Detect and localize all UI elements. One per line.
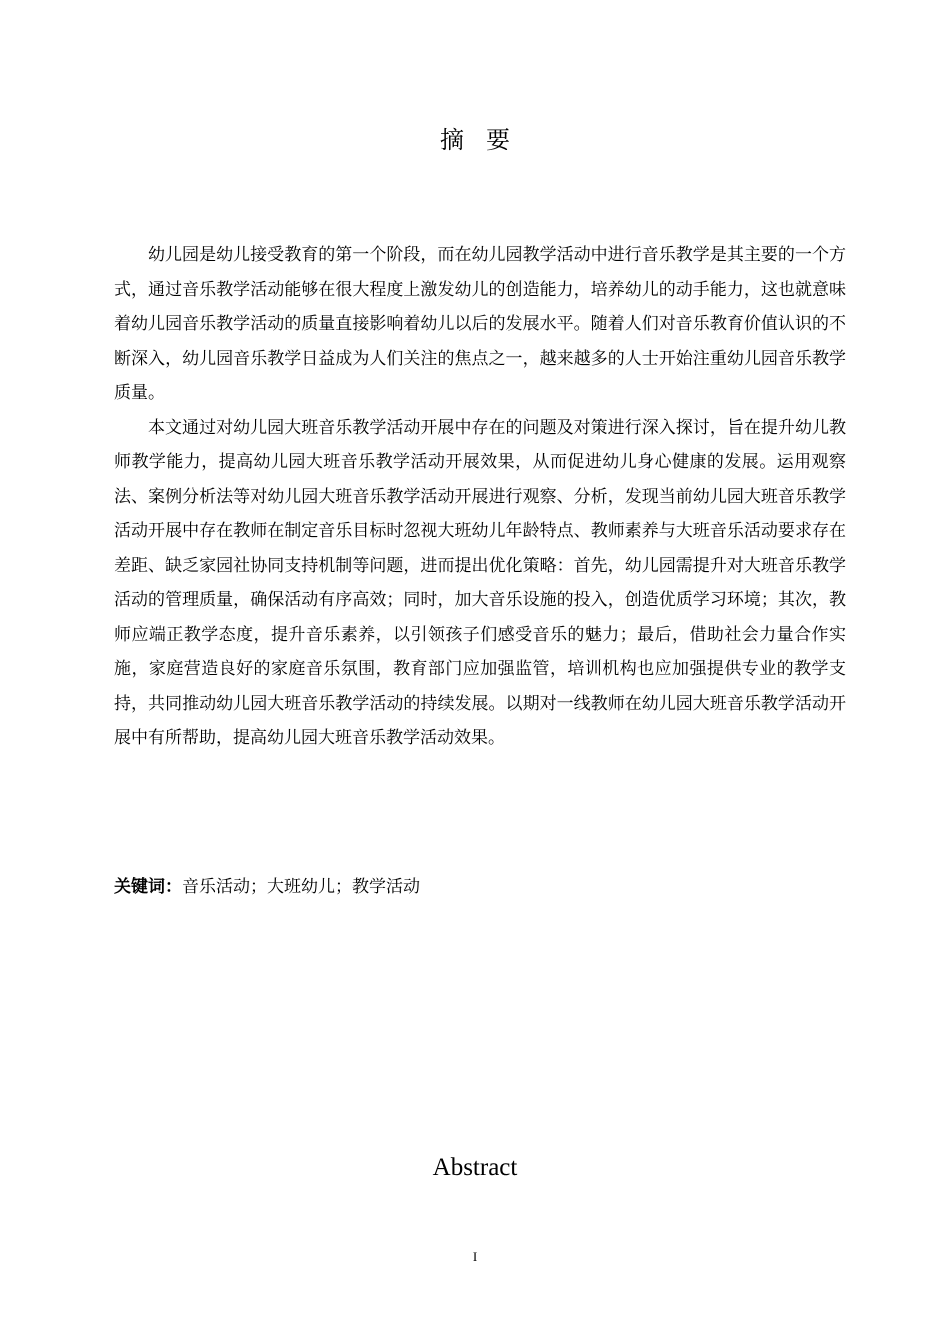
abstract-paragraph-1: 幼儿园是幼儿接受教育的第一个阶段，而在幼儿园教学活动中进行音乐教学是其主要的一个方式，通过音乐教学活动能够在很大程度上激发幼儿的创造能力，培养幼儿的动手能力，这也就意味着幼儿园音乐教学活动的质量直接影响着幼儿以后的发展水平。随着人们对音乐教育价值认识的不断深入，幼儿园音乐教学日益成为人们关注的焦点之一，越来越多的人士开始注重幼儿园音乐教学质量。 [114,245,846,403]
keywords-line [114,872,420,902]
keywords-value: 音乐活动；大班幼儿；教学活动 [182,877,420,897]
abstract-paragraph-2: 本文通过对幼儿园大班音乐教学活动开展中存在的问题及对策进行深入探讨，旨在提升幼儿教师教学能力，提高幼儿园大班音乐教学活动开展效果，从而促进幼儿身心健康的发展。运用观察法、案例分析法等对幼儿园大班音乐教学活动开展进行观察、分析，发现当前幼儿园大班音乐教学活动开展中存在教师在制定音乐目标时忽视大班幼儿年龄特点、教师素养与大班音乐活动要求存在差距、缺乏家园社协同支持机制等问题，进而提出优化策略：首先，幼儿园需提升对大班音乐教学活动的管理质量，确保活动有序高效；同时，加大音乐设施的投入，创造优质学习环境；其次，教师应端正教学态度，提升音乐素养，以引领孩子们感受音乐的魅力；最后，借助社会力量合作实施，家庭营造良好的家庭音乐氛围，教育部门应加强监管，培训机构也应加强提供专业的教学支持，共同推动幼儿园大班音乐教学活动的持续发展。以期对一线教师在幼儿园大班音乐教学活动开展中有所帮助，提高幼儿园大班音乐教学活动效果。 [114,417,846,748]
abstract-title-cn: 摘要 [440,126,532,154]
keywords-label: 关键词： [114,877,182,897]
abstract-body-cn [114,238,846,756]
page-number: I [472,1249,478,1264]
abstract-title-en: Abstract [432,1154,518,1181]
